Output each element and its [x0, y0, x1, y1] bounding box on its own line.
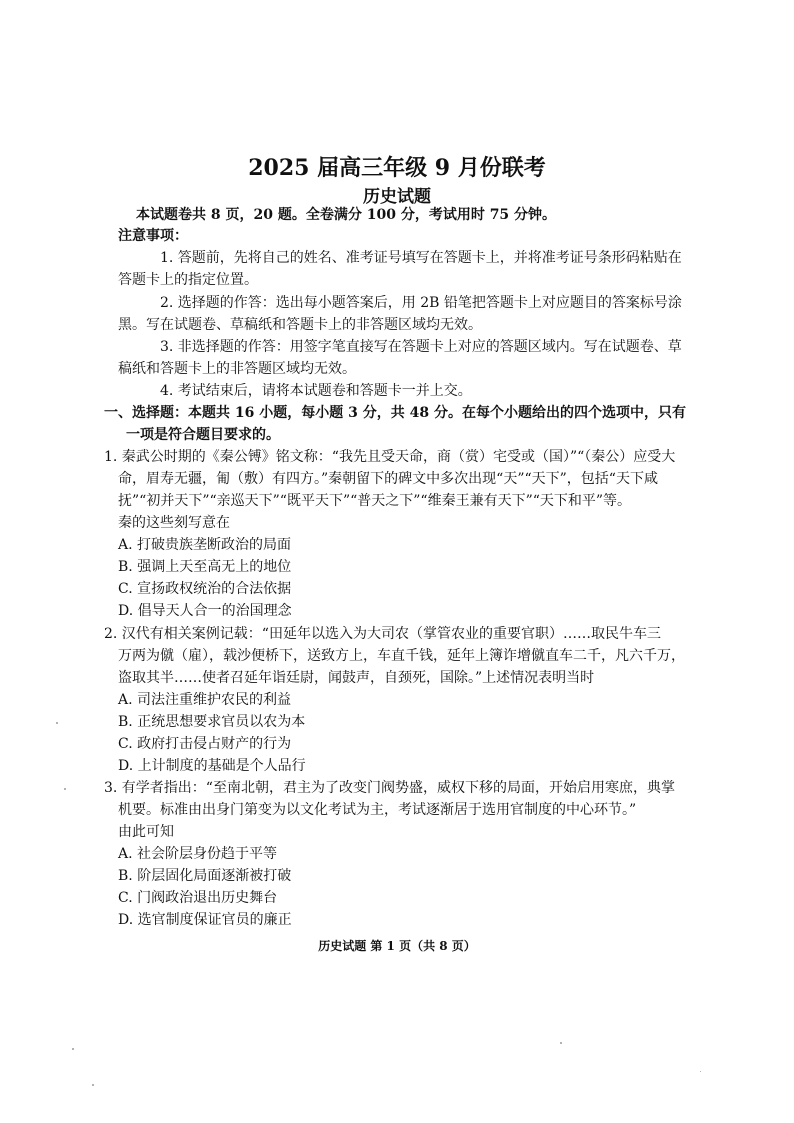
scan-speck — [92, 1084, 94, 1086]
scan-speck — [700, 1071, 701, 1072]
question-2-stem: 盗取其半……使者召延年诣廷尉，闻鼓声，自颈死，国除。”上述情况表明当时 — [118, 670, 595, 686]
exam-title: 2025 届高三年级 9 月份联考 — [248, 155, 546, 181]
notice-line: 答题卡上的指定位置。 — [118, 272, 258, 288]
question-3-stem: 机要。标准由出身门第变为以文化考试为主，考试逐渐居于选用官制度的中心环节。” — [118, 802, 637, 818]
question-1-option-a: A. 打破贵族垄断政治的局面 — [118, 537, 292, 553]
question-3-option-c: C. 门阀政治退出历史舞台 — [118, 890, 278, 906]
notice-line: 稿纸和答题卡上的非答题区域均无效。 — [118, 361, 356, 377]
question-2-option-b: B. 正统思想要求官员以农为本 — [118, 714, 306, 730]
question-2-option-a: A. 司法注重维护农民的利益 — [118, 692, 292, 708]
notice-line: 1. 答题前，先将自己的姓名、准考证号填写在答题卡上，并将准考证号条形码粘贴在 — [160, 250, 682, 266]
scan-speck — [560, 1042, 562, 1044]
section-heading: 一、选择题：本题共 16 小题，每小题 3 分，共 48 分。在每个小题给出的四个选项中，只有 — [104, 405, 686, 421]
section-heading: 一项是符合题目要求的。 — [126, 427, 280, 443]
exam-info: 本试题卷共 8 页，20 题。全卷满分 100 分，考试用时 75 分钟。 — [136, 207, 557, 223]
question-3-option-d: D. 选官制度保证官员的廉正 — [118, 912, 292, 928]
scan-speck — [64, 788, 66, 790]
question-3-stem: 3. 有学者指出：“至南北朝，君主为了改变门阀势盛，威权下移的局面，开始启用寒庶，典掌 — [104, 780, 675, 796]
question-3-option-b: B. 阶层固化局面逐渐被打破 — [118, 868, 292, 884]
question-2-stem: 2. 汉代有相关案例记载：“田延年以选入为大司农（掌管农业的重要官职）……取民牛车三 — [104, 626, 661, 642]
scan-speck — [72, 1048, 74, 1050]
question-1-stem: 抚”“初并天下”“亲巡天下”“既平天下”“普天之下”“维秦王兼有天下”“天下和平”等。 — [118, 493, 632, 509]
notice-line: 3. 非选择题的作答：用签字笔直接写在答题卡上对应的答题区域内。写在试题卷、草 — [160, 339, 682, 355]
question-1-stem: 1. 秦武公时期的《秦公镈》铭文称：“我先且受天命，商（赏）宅受或（国）”“（秦公）应受大 — [104, 449, 676, 465]
question-1-option-c: C. 宣扬政权统治的合法依据 — [118, 581, 292, 597]
page-footer: 历史试题 第 1 页（共 8 页） — [318, 939, 476, 953]
notice-heading: 注意事项： — [118, 228, 188, 244]
notice-line: 黑。写在试题卷、草稿纸和答题卡上的非答题区域均无效。 — [118, 317, 482, 333]
question-1-option-d: D. 倡导天人合一的治国理念 — [118, 603, 292, 619]
question-2-option-d: D. 上计制度的基础是个人品行 — [118, 758, 306, 774]
question-3-option-a: A. 社会阶层身份趋于平等 — [118, 846, 278, 862]
question-2-option-c: C. 政府打击侵占财产的行为 — [118, 736, 292, 752]
question-1-stem: 命，眉寿无疆，匍（敷）有四方。”秦朝留下的碑文中多次出现“天”“天下”，包括“天下咸 — [118, 471, 658, 487]
exam-subject: 历史试题 — [363, 187, 431, 207]
question-1-option-b: B. 强调上天至高无上的地位 — [118, 559, 292, 575]
notice-line: 4. 考试结束后，请将本试题卷和答题卡一并上交。 — [160, 383, 472, 399]
question-1-stem: 秦的这些刻写意在 — [118, 515, 230, 531]
notice-line: 2. 选择题的作答：选出每小题答案后，用 2B 铅笔把答题卡上对应题目的答案标号涂 — [160, 295, 682, 311]
scan-speck — [56, 722, 58, 724]
question-3-stem: 由此可知 — [118, 824, 174, 840]
question-2-stem: 万两为僦（雇），载沙便桥下，送致方上，车直千钱，延年上簿诈增僦直车二千，凡六千万， — [118, 648, 685, 664]
